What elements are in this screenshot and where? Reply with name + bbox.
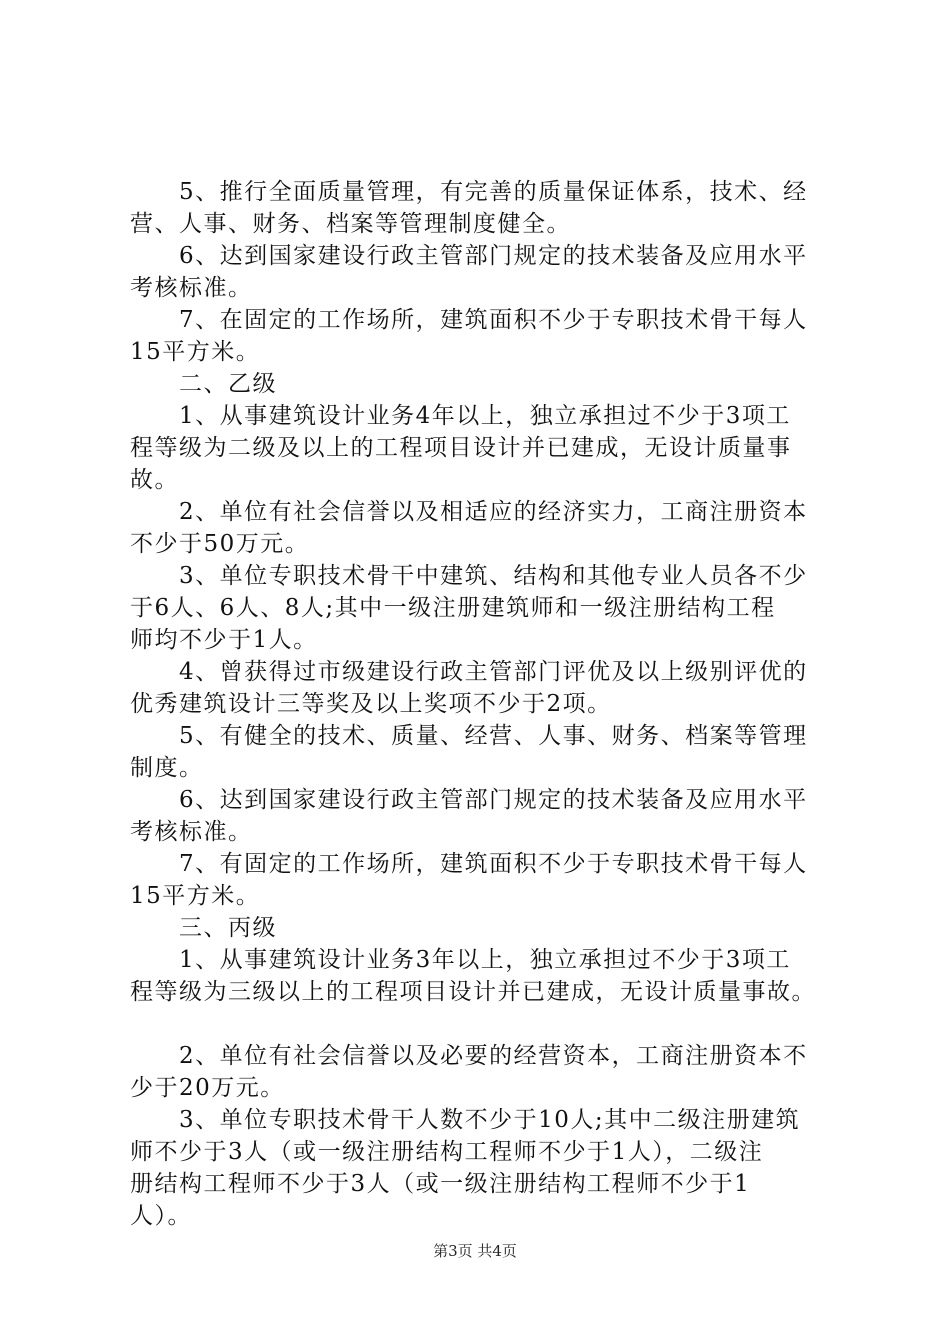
text-line: 二、乙级	[130, 371, 277, 397]
blank-line	[130, 1008, 830, 1040]
text-line: 1、从事建筑设计业务4年以上，独立承担过不少于3项工	[130, 403, 791, 429]
text-line: 程等级为二级及以上的工程项目设计并已建成，无设计质量事	[130, 435, 792, 461]
text-line: 人）。	[130, 1203, 192, 1229]
text-line: 6、达到国家建设行政主管部门规定的技术装备及应用水平	[130, 243, 808, 269]
text-line: 5、有健全的技术、质量、经营、人事、财务、档案等管理	[130, 723, 808, 749]
text-line: 少于20万元。	[130, 1075, 285, 1101]
text-line: 15平方米。	[130, 883, 261, 909]
text-line: 程等级为三级以上的工程项目设计并已建成，无设计质量事故。	[130, 979, 816, 1005]
text-line: 4、曾获得过市级建设行政主管部门评优及以上级别评优的	[130, 659, 808, 685]
text-line: 制度。	[130, 755, 204, 781]
text-line: 7、有固定的工作场所，建筑面积不少于专职技术骨干每人	[130, 851, 808, 877]
text-line: 册结构工程师不少于3人（或一级注册结构工程师不少于1	[130, 1171, 751, 1197]
text-line: 师均不少于1人。	[130, 627, 318, 653]
text-line: 5、推行全面质量管理，有完善的质量保证体系，技术、经	[130, 179, 808, 205]
text-line: 7、在固定的工作场所，建筑面积不少于专职技术骨干每人	[130, 307, 808, 333]
text-line: 不少于50万元。	[130, 531, 310, 557]
text-line: 3、单位专职技术骨干人数不少于10人;其中二级注册建筑	[130, 1107, 801, 1133]
text-line: 师不少于3人（或一级注册结构工程师不少于1人），二级注	[130, 1139, 764, 1165]
text-line: 考核标准。	[130, 819, 253, 845]
text-line: 6、达到国家建设行政主管部门规定的技术装备及应用水平	[130, 787, 808, 813]
text-line: 营、人事、财务、档案等管理制度健全。	[130, 211, 571, 237]
page-number-footer: 第3页 共4页	[433, 1242, 517, 1260]
text-line: 优秀建筑设计三等奖及以上奖项不少于2项。	[130, 691, 612, 717]
text-line: 故。	[130, 467, 179, 493]
text-line: 3、单位专职技术骨干中建筑、结构和其他专业人员各不少	[130, 563, 808, 589]
text-line: 2、单位有社会信誉以及必要的经营资本，工商注册资本不	[130, 1043, 808, 1069]
text-line: 1、从事建筑设计业务3年以上，独立承担过不少于3项工	[130, 947, 791, 973]
text-line: 2、单位有社会信誉以及相适应的经济实力，工商注册资本	[130, 499, 808, 525]
text-line: 15平方米。	[130, 339, 261, 365]
text-line: 考核标准。	[130, 275, 253, 301]
text-line: 于6人、6人、8人;其中一级注册建筑师和一级注册结构工程	[130, 595, 776, 621]
document-body	[130, 176, 830, 1232]
text-line: 三、丙级	[130, 915, 277, 941]
